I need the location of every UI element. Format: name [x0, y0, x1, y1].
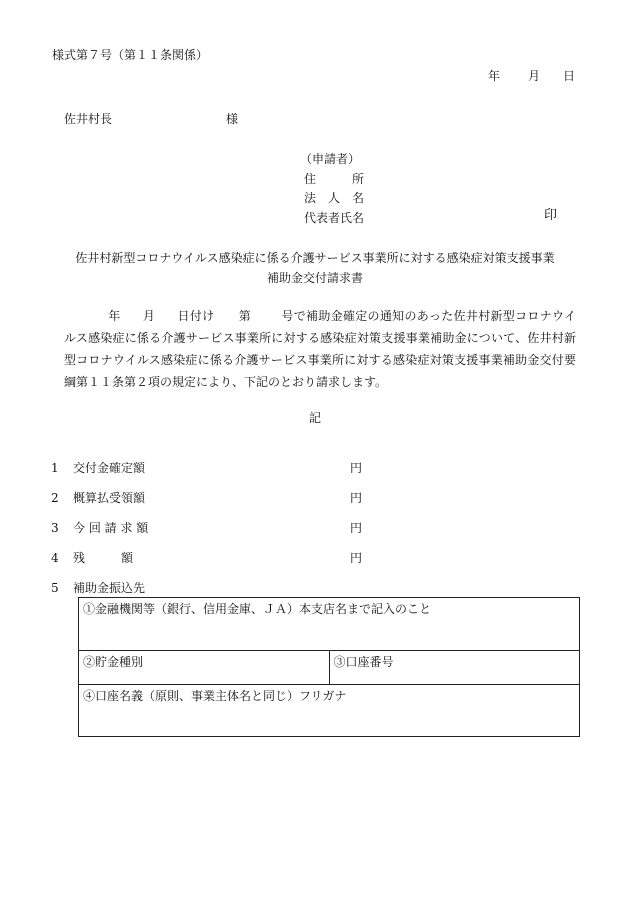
item-label-1: 交付金確定額 — [73, 461, 146, 475]
bank-deposit-type-cell[interactable]: ②貯金種別 — [79, 651, 330, 685]
body-text: 号で補助金確定の通知のあった佐井村新型コロナウイルス感染症に係る介護サービス事業所に対する感染症対策支援事業補助金について、佐井村新型コロナウイルス感染症に係る介護サービス事業所に対する感染症対策支援事業補助金交付要綱第１１条第２項の規定により、下記のとおり請求します。 — [64, 309, 576, 389]
addressee-name: 佐井村長 — [64, 112, 113, 126]
bank-num: 5 — [51, 581, 59, 595]
item-label-4: 残 額 — [73, 551, 134, 565]
item-unit-4: 円 — [350, 551, 363, 565]
item-unit-1: 円 — [350, 461, 363, 475]
seal-mark: 印 — [544, 208, 558, 223]
bank-institution-cell[interactable]: ①金融機関等（銀行、信用金庫、ＪＡ）本支店名まで記入のこと — [79, 598, 580, 651]
bank-table — [78, 597, 580, 737]
item-num-2: 2 — [51, 491, 59, 505]
ki-heading: 記 — [308, 411, 321, 425]
bank-account-name-cell[interactable]: ④口座名義（原則、事業主体名と同じ）フリガナ — [79, 685, 580, 737]
item-num-3: 3 — [51, 521, 59, 535]
item-unit-2: 円 — [350, 491, 363, 505]
body-year: 年 — [108, 309, 121, 323]
document-title-line1: 佐井村新型コロナウイルス感染症に係る介護サービス事業所に対する感染症対策支援事業 — [75, 251, 555, 265]
item-label-3: 今 回 請 求 額 — [73, 521, 149, 535]
applicant-corporation-label: 法 人 名 — [304, 191, 365, 205]
applicant-representative-label: 代表者氏名 — [304, 211, 365, 225]
item-num-1: 1 — [51, 461, 59, 475]
document-title-line2: 補助金交付請求書 — [266, 271, 363, 285]
addressee-honorific: 様 — [226, 112, 239, 126]
applicant-heading: （申請者） — [300, 152, 361, 166]
bank-heading: 補助金振込先 — [73, 581, 146, 595]
body-number-prefix: 第 — [238, 309, 252, 323]
item-label-2: 概算払受領額 — [73, 491, 146, 505]
item-unit-3: 円 — [350, 521, 363, 535]
bank-account-number-cell[interactable]: ③口座番号 — [329, 651, 580, 685]
item-num-4: 4 — [51, 551, 59, 565]
form-number: 様式第７号（第１１条関係） — [52, 48, 209, 62]
date-day: 日 — [563, 69, 576, 83]
date-year: 年 — [488, 69, 501, 83]
body-paragraph — [64, 305, 576, 393]
body-month: 月 — [142, 309, 156, 323]
date-month: 月 — [528, 69, 541, 83]
applicant-address-label: 住 所 — [304, 172, 365, 186]
body-dated: 日付け — [177, 309, 215, 323]
